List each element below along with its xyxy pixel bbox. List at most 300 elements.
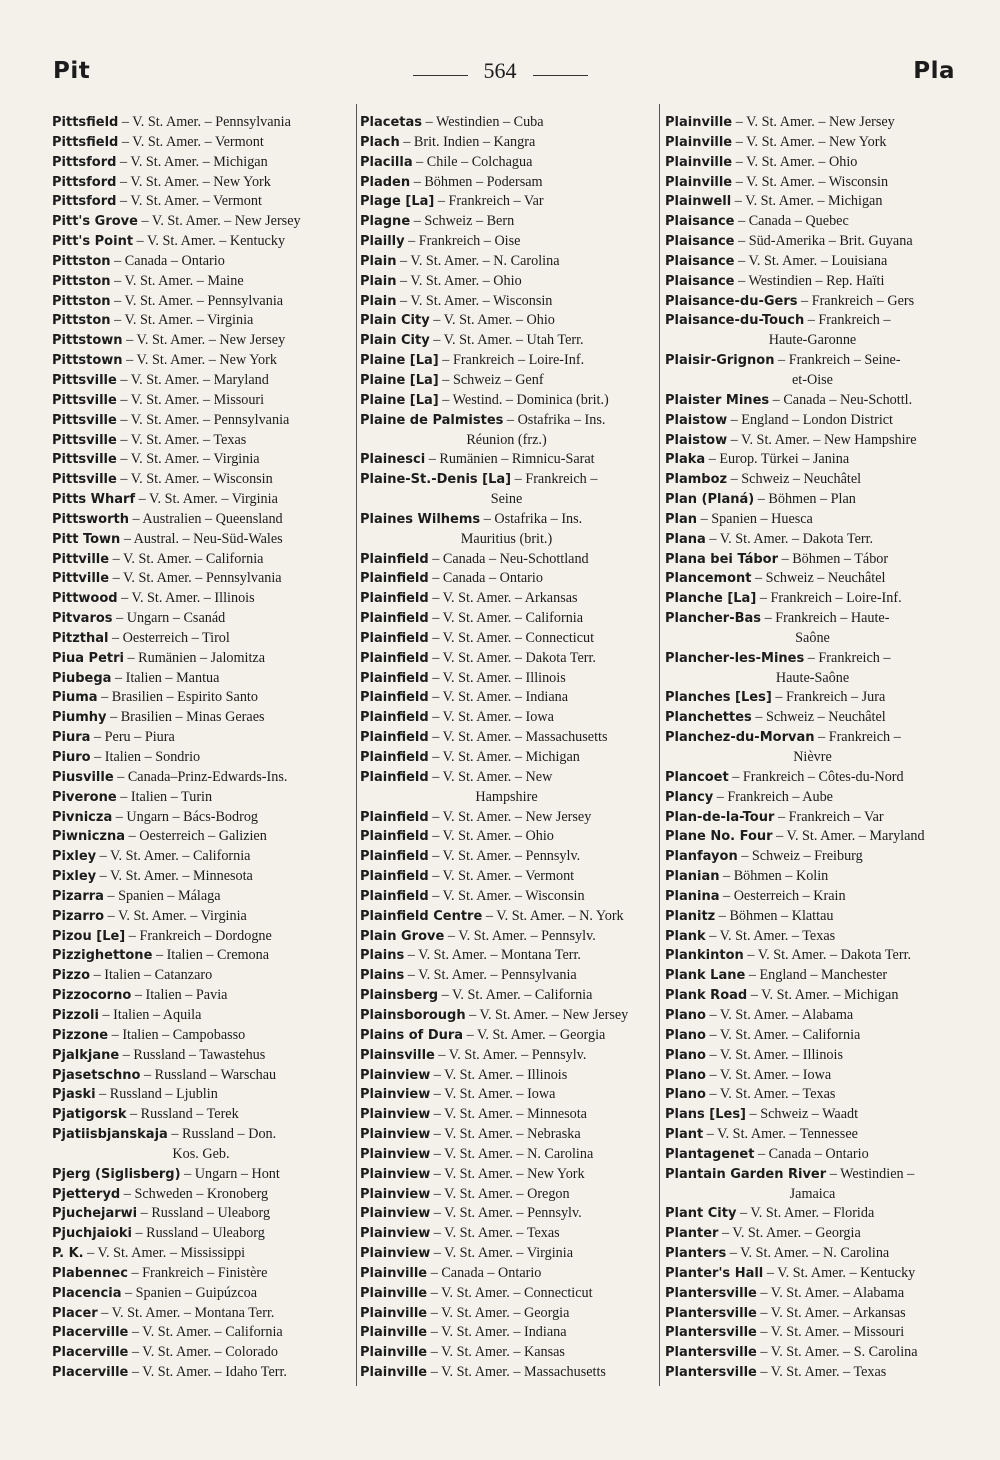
entry-location: – Böhmen – Kolin xyxy=(719,868,829,885)
gazetteer-entry xyxy=(665,927,960,947)
entry-headword: Pittsville xyxy=(52,432,117,448)
entry-headword: Plainview xyxy=(360,1206,431,1222)
entry-location: – V. St. Amer. – Missouri xyxy=(756,1324,905,1341)
entry-headword: Plainfield xyxy=(360,849,429,865)
gazetteer-entry xyxy=(52,1085,350,1105)
entry-headword: Plainview xyxy=(360,1087,431,1103)
entry-location: – Frankreich – Haute- xyxy=(761,610,890,627)
gazetteer-entry xyxy=(52,212,350,232)
entry-location: – V. St. Amer. – Ohio xyxy=(429,312,555,329)
entry-location: – V. St. Amer. – Alabama xyxy=(705,1006,854,1023)
gazetteer-entry xyxy=(360,1185,653,1205)
entry-headword: Pjatigorsk xyxy=(52,1107,127,1123)
entry-location: – V. St. Amer. – Vermont xyxy=(118,133,264,150)
entry-continuation: Jamaica xyxy=(789,1185,836,1202)
gazetteer-entry xyxy=(360,113,653,133)
entry-headword: Pjaski xyxy=(52,1087,96,1103)
entry-headword: Plank Lane xyxy=(665,968,746,984)
entry-location: – Schweiz – Genf xyxy=(438,371,544,388)
gazetteer-entry xyxy=(52,1026,350,1046)
entry-headword: Plano xyxy=(665,1007,706,1023)
entry-headword: Plano xyxy=(665,1087,706,1103)
gazetteer-entry xyxy=(360,1304,653,1324)
entry-headword: Plainesci xyxy=(360,452,426,468)
page-number: 564 xyxy=(483,58,517,83)
gazetteer-entry xyxy=(360,847,653,867)
gazetteer-entry xyxy=(665,609,960,649)
gazetteer-entry xyxy=(665,1006,960,1026)
gazetteer-entry xyxy=(360,1145,653,1165)
entry-headword: Plantersville xyxy=(665,1345,757,1361)
gazetteer-entry xyxy=(52,510,350,530)
entry-location: – V. St. Amer. – Arkansas xyxy=(756,1304,906,1321)
entry-location: – V. St. Amer. – Florida xyxy=(736,1205,875,1222)
gazetteer-entry xyxy=(52,490,350,510)
gazetteer-entry xyxy=(52,1323,350,1343)
gazetteer-entry xyxy=(52,867,350,887)
entry-headword: Pitvaros xyxy=(52,611,113,627)
entry-headword: Plantersville xyxy=(665,1365,757,1381)
entry-location: – V. St. Amer. – Illinois xyxy=(705,1046,843,1063)
gazetteer-entry xyxy=(360,411,653,451)
gazetteer-entry xyxy=(360,1363,653,1383)
entry-headword: Placerville xyxy=(52,1325,129,1341)
entry-headword: Plank xyxy=(665,928,706,944)
entry-headword: Plainview xyxy=(360,1186,431,1202)
gazetteer-entry xyxy=(52,589,350,609)
entry-headword: Pitt's Point xyxy=(52,234,134,250)
entry-headword: Plan-de-la-Tour xyxy=(665,809,775,825)
entry-location: – V. St. Amer. – Dakota Terr. xyxy=(705,530,874,547)
gazetteer-entry xyxy=(52,768,350,788)
gazetteer-entry xyxy=(360,510,653,550)
entry-headword: Pittstown xyxy=(52,353,123,369)
entry-headword: Plainfield xyxy=(360,869,429,885)
gazetteer-entry xyxy=(52,1006,350,1026)
entry-location: – Canada – Ontario xyxy=(427,1264,542,1281)
entry-location: – V. St. Amer. – Oregon xyxy=(430,1185,570,1202)
entry-headword: Plainview xyxy=(360,1246,431,1262)
entry-location: – V. St. Amer. – Michigan xyxy=(747,987,899,1004)
entry-location: – V. St. Amer. – Utah Terr. xyxy=(429,332,584,349)
entry-headword: Pizzocorno xyxy=(52,988,132,1004)
entry-location: – V. St. Amer. – Mississippi xyxy=(83,1245,246,1262)
entry-location: – V. St. Amer. – Minnesota xyxy=(96,868,253,885)
entry-headword: Pittsford xyxy=(52,154,117,170)
gazetteer-entry xyxy=(360,351,653,371)
entry-location: – V. St. Amer. – N. York xyxy=(482,907,624,924)
entry-headword: Plainville xyxy=(360,1265,428,1281)
entry-location: – V. St. Amer. – New Jersey xyxy=(428,808,592,825)
entry-location: – V. St. Amer. – Pennsylvania xyxy=(110,292,284,309)
entry-location: – V. St. Amer. – Maine xyxy=(110,272,244,289)
gazetteer-entry xyxy=(360,272,653,292)
entry-location: – Ostafrika – Ins. xyxy=(503,411,606,428)
entry-location: – V. St. Amer. – Massachusetts xyxy=(428,729,608,746)
entry-location: – Schweiz – Neuchâtel xyxy=(727,471,862,488)
entry-headword: Piverone xyxy=(52,789,117,805)
entry-headword: Plainville xyxy=(360,1345,428,1361)
entry-headword: Plaine-St.-Denis [La] xyxy=(360,472,512,488)
gazetteer-entry xyxy=(665,808,960,828)
entry-headword: Pladen xyxy=(360,174,411,190)
entry-headword: Plainfield xyxy=(360,888,429,904)
gazetteer-entry xyxy=(360,1204,653,1224)
gazetteer-entry xyxy=(665,728,960,768)
entry-headword: Plainview xyxy=(360,1127,431,1143)
entry-headword: Placer xyxy=(52,1305,98,1321)
entry-headword: Plancy xyxy=(665,789,714,805)
entry-headword: Plaine de Palmistes xyxy=(360,412,504,428)
gazetteer-entry xyxy=(52,550,350,570)
gazetteer-entry xyxy=(360,1323,653,1343)
entry-location: – Frankreich – Dordogne xyxy=(125,927,272,944)
gazetteer-entry xyxy=(52,1066,350,1086)
gazetteer-entry xyxy=(665,510,960,530)
gazetteer-entry xyxy=(52,292,350,312)
gazetteer-entry xyxy=(665,1026,960,1046)
entry-headword: Plainville xyxy=(360,1365,428,1381)
entry-location: – Italien – Pavia xyxy=(131,987,228,1004)
gazetteer-entry xyxy=(360,1264,653,1284)
entry-location: – V. St. Amer. – Minnesota xyxy=(430,1106,587,1123)
entry-headword: Pittstown xyxy=(52,333,123,349)
gazetteer-entry xyxy=(665,153,960,173)
entry-location: – V. St. Amer. – Nebraska xyxy=(430,1126,581,1143)
entry-headword: Plains xyxy=(360,968,405,984)
entry-location: – V. St. Amer. – California xyxy=(109,550,264,567)
entry-headword: Plaisance xyxy=(665,253,735,269)
entry-location: – V. St. Amer. – Connecticut xyxy=(427,1284,593,1301)
entry-location: – V. St. Amer. – Pennsylv. xyxy=(428,848,581,865)
entry-location: – Italien – Cremona xyxy=(152,947,270,964)
gazetteer-entry xyxy=(665,450,960,470)
entry-headword: Plains xyxy=(360,948,405,964)
entry-location: – V. St. Amer. – Montana Terr. xyxy=(97,1304,275,1321)
entry-location: – V. St. Amer. – Texas xyxy=(116,431,247,448)
entry-continuation: Haute-Saône xyxy=(775,669,850,686)
gazetteer-entry xyxy=(665,887,960,907)
entry-location: – V. St. Amer. – Maryland xyxy=(772,828,925,845)
gazetteer-entry xyxy=(360,867,653,887)
entry-headword: Pjalkjane xyxy=(52,1047,120,1063)
gazetteer-entry xyxy=(52,827,350,847)
entry-location: – Böhmen – Klattau xyxy=(715,907,834,924)
entry-headword: Pjuchejarwi xyxy=(52,1206,138,1222)
entry-location: – V. St. Amer. – California xyxy=(128,1324,283,1341)
entry-headword: Plank Road xyxy=(665,988,748,1004)
gazetteer-entry xyxy=(52,808,350,828)
entry-continuation: Haute-Garonne xyxy=(768,332,857,349)
gazetteer-entry xyxy=(665,1105,960,1125)
gazetteer-entry xyxy=(360,768,653,808)
gazetteer-entry xyxy=(360,986,653,1006)
entry-location: – V. St. Amer. – Pennsylv. xyxy=(430,1205,582,1222)
entry-location: – V. St. Amer. – Louisiana xyxy=(734,252,888,269)
entry-location: – V. St. Amer. – New York xyxy=(122,352,277,369)
entry-continuation: Mauritius (brit.) xyxy=(460,530,553,547)
entry-headword: Plan xyxy=(665,511,698,527)
entry-headword: Plainfield xyxy=(360,809,429,825)
gazetteer-entry xyxy=(52,688,350,708)
entry-headword: Pizzone xyxy=(52,1027,109,1043)
entry-location: – Frankreich – xyxy=(804,312,891,329)
entry-headword: Pittwood xyxy=(52,591,118,607)
entry-headword: Pizzo xyxy=(52,968,91,984)
gazetteer-entry xyxy=(665,1363,960,1383)
entry-location: – V. St. Amer. – Arkansas xyxy=(428,590,578,607)
entry-location: – V. St. Amer. – N. Carolina xyxy=(396,252,560,269)
entry-location: – Rumänien – Rimnicu-Sarat xyxy=(425,451,595,468)
gazetteer-entry xyxy=(665,1165,960,1205)
entry-headword: Plainfield xyxy=(360,750,429,765)
entry-headword: Pittsville xyxy=(52,412,117,428)
gazetteer-entry xyxy=(665,1264,960,1284)
gazetteer-entry xyxy=(52,113,350,133)
gazetteer-entry xyxy=(665,1244,960,1264)
entry-headword: Plainfield xyxy=(360,591,429,607)
entry-headword: Pittsville xyxy=(52,452,117,468)
entry-headword: Plainview xyxy=(360,1166,431,1182)
entry-location: – Italien – Mantua xyxy=(111,669,220,686)
gazetteer-entry xyxy=(665,490,960,510)
entry-location: – Spanien – Huesca xyxy=(697,510,813,527)
entry-headword: Pittston xyxy=(52,293,111,309)
entry-headword: Plainville xyxy=(665,115,733,130)
entry-location: – V. St. Amer. – Missouri xyxy=(116,391,265,408)
entry-headword: Pitzthal xyxy=(52,630,109,646)
entry-headword: Plano xyxy=(665,1047,706,1063)
entry-location: – Russland – Terek xyxy=(126,1106,239,1123)
entry-location: – Austral. – Neu-Süd-Wales xyxy=(120,530,283,547)
gazetteer-entry xyxy=(665,1066,960,1086)
entry-headword: Planfayon xyxy=(665,849,738,865)
entry-location: – V. St. Amer. – Alabama xyxy=(756,1284,905,1301)
entry-location: – V. St. Amer. – Iowa xyxy=(705,1066,832,1083)
entry-location: – Westindien – xyxy=(826,1165,915,1182)
column-divider xyxy=(356,104,357,1386)
entry-headword: Plainfield xyxy=(360,630,429,646)
entry-headword: Piuro xyxy=(52,750,91,765)
gazetteer-entry xyxy=(665,1145,960,1165)
entry-headword: Pittsford xyxy=(52,194,117,210)
entry-location: – Frankreich – xyxy=(804,649,891,666)
entry-location: – Russland – Uleaborg xyxy=(137,1205,271,1222)
gazetteer-entry xyxy=(52,1244,350,1264)
entry-headword: Pizou [Le] xyxy=(52,928,126,944)
gazetteer-entry xyxy=(360,669,653,689)
gazetteer-entry xyxy=(360,1105,653,1125)
entry-headword: Plan (Planá) xyxy=(665,492,755,508)
entry-location: – Canada – Ontario xyxy=(110,252,225,269)
gazetteer-entry xyxy=(52,530,350,550)
gazetteer-entry xyxy=(665,470,960,490)
entry-headword: Plancemont xyxy=(665,571,752,587)
entry-location: – V. St. Amer. – California xyxy=(438,987,593,1004)
entry-location: – Italien – Aquila xyxy=(98,1006,202,1023)
entry-location: – V. St. Amer. – Connecticut xyxy=(428,629,595,646)
entry-headword: Plainsberg xyxy=(360,988,439,1004)
gazetteer-entry xyxy=(52,331,350,351)
entry-location: – V. St. Amer. – Idaho Terr. xyxy=(128,1364,287,1381)
entry-headword: Planian xyxy=(665,869,720,885)
gazetteer-entry xyxy=(665,946,960,966)
entry-column-2 xyxy=(360,113,653,1383)
entry-headword: Plana bei Tábor xyxy=(665,551,779,567)
entry-location: – Westindien – Rep. Haïti xyxy=(734,272,885,289)
gazetteer-entry xyxy=(360,192,653,212)
gazetteer-entry xyxy=(52,173,350,193)
gazetteer-entry xyxy=(52,1343,350,1363)
entry-headword: Placilla xyxy=(360,154,413,170)
entry-headword: Planters xyxy=(665,1246,727,1262)
entry-location: – Westindien – Cuba xyxy=(422,114,544,130)
entry-headword: Plaine [La] xyxy=(360,372,439,388)
entry-continuation: Seine xyxy=(490,491,523,508)
entry-location: – Frankreich – Jura xyxy=(771,689,886,706)
entry-location: – V. St. Amer. – New York xyxy=(116,173,271,190)
entry-location: – Russland – Don. xyxy=(167,1126,277,1143)
entry-headword: Plainville xyxy=(665,134,733,150)
gazetteer-entry xyxy=(665,1343,960,1363)
gazetteer-entry xyxy=(665,589,960,609)
entry-location: – Brasilien – Minas Geraes xyxy=(106,709,265,726)
gazetteer-entry xyxy=(665,173,960,193)
gazetteer-entry xyxy=(360,1224,653,1244)
entry-headword: Pittsfield xyxy=(52,115,119,130)
entry-location: – V. St. Amer. – Texas xyxy=(430,1225,560,1242)
entry-headword: Plains of Dura xyxy=(360,1027,464,1043)
gazetteer-entry xyxy=(665,768,960,788)
entry-location: – Italien – Catanzaro xyxy=(90,967,213,984)
entry-headword: Plana xyxy=(665,531,706,547)
entry-location: – Ungarn – Hont xyxy=(180,1165,280,1182)
gazetteer-entry xyxy=(360,946,653,966)
entry-headword: Pittville xyxy=(52,571,110,587)
entry-location: – V. St. Amer. – N. Carolina xyxy=(430,1145,594,1162)
entry-headword: Pixley xyxy=(52,869,97,885)
entry-headword: Plain Grove xyxy=(360,928,445,944)
gazetteer-entry xyxy=(665,827,960,847)
entry-location: – V. St. Amer. – Pennsylvania xyxy=(109,570,282,587)
gazetteer-entry xyxy=(360,649,653,669)
entry-headword: Pittston xyxy=(52,253,111,269)
entry-headword: Planchez-du-Morvan xyxy=(665,730,815,746)
gazetteer-entry xyxy=(360,311,653,331)
entry-location: – V. St. Amer. – California xyxy=(428,610,584,627)
entry-location: – Frankreich – Côtes-du-Nord xyxy=(728,768,904,785)
entry-continuation: Kos. Geb. xyxy=(172,1145,230,1162)
gazetteer-entry xyxy=(665,212,960,232)
entry-location: – England – London District xyxy=(727,411,894,428)
entry-location: – Chile – Colchagua xyxy=(412,153,533,170)
entry-location: – V. St. Amer. – Kansas xyxy=(427,1344,565,1361)
entry-continuation: et-Oise xyxy=(792,371,833,388)
entry-headword: Piuma xyxy=(52,690,98,706)
entry-headword: Pizarro xyxy=(52,908,105,924)
entry-location: – V. St. Amer. – New York xyxy=(430,1165,585,1182)
gazetteer-entry xyxy=(665,847,960,867)
entry-location: – Frankreich – xyxy=(814,729,901,746)
gazetteer-entry xyxy=(360,331,653,351)
entry-headword: Plainfield xyxy=(360,829,429,845)
gazetteer-entry xyxy=(360,371,653,391)
entry-headword: Plainsville xyxy=(360,1047,435,1063)
entry-headword: Plabennec xyxy=(52,1265,128,1281)
gazetteer-entry xyxy=(52,708,350,728)
entry-location: – Oesterreich – Krain xyxy=(719,887,846,904)
gazetteer-entry xyxy=(665,1304,960,1324)
gazetteer-entry xyxy=(52,609,350,629)
entry-location: – Frankreich – Oise xyxy=(404,233,521,250)
entry-location: – Russland – Uleaborg xyxy=(131,1225,265,1242)
gazetteer-entry xyxy=(360,252,653,272)
gazetteer-entry xyxy=(52,669,350,689)
entry-headword: Plaisance-du-Touch xyxy=(665,313,805,329)
gazetteer-entry xyxy=(665,292,960,312)
gazetteer-entry xyxy=(665,907,960,927)
entry-headword: Plaistow xyxy=(665,412,728,428)
entry-location: – V. St. Amer. – Ohio xyxy=(428,828,554,845)
entry-location: – Schweiz – Neuchâtel xyxy=(751,709,886,726)
gazetteer-entry xyxy=(52,1304,350,1324)
entry-headword: Pitts Wharf xyxy=(52,492,136,508)
entry-headword: Placerville xyxy=(52,1365,129,1381)
gazetteer-entry xyxy=(360,609,653,629)
gazetteer-entry xyxy=(52,887,350,907)
entry-location: – Schweiz – Neuchâtel xyxy=(751,570,886,587)
gazetteer-entry xyxy=(360,827,653,847)
gazetteer-entry xyxy=(665,867,960,887)
gazetteer-entry xyxy=(52,272,350,292)
entry-location: – Frankreich – Seine- xyxy=(774,352,901,369)
gazetteer-entry xyxy=(52,927,350,947)
entry-location: – V. St. Amer. – Michigan xyxy=(731,193,883,210)
entry-location: – Italien – Sondrio xyxy=(90,749,201,765)
gazetteer-entry xyxy=(52,1105,350,1125)
gazetteer-entry xyxy=(52,1185,350,1205)
entry-location: – Frankreich – Loire-Inf. xyxy=(438,352,585,369)
gazetteer-entry xyxy=(52,986,350,1006)
entry-location: – V. St. Amer. – Virginia xyxy=(116,451,260,468)
gazetteer-entry xyxy=(360,1066,653,1086)
gazetteer-entry xyxy=(52,470,350,490)
gazetteer-entry xyxy=(665,788,960,808)
entry-headword: Planchettes xyxy=(665,710,752,726)
entry-headword: Piumhy xyxy=(52,710,107,726)
gazetteer-entry xyxy=(665,708,960,728)
entry-location: – V. St. Amer. – Pennsylvania xyxy=(116,411,290,428)
entry-headword: Pizzighettone xyxy=(52,948,153,964)
entry-location: – V. St. Amer. – Texas xyxy=(705,1086,836,1103)
entry-location: – V. St. Amer. – New York xyxy=(732,133,887,150)
entry-headword: Planter xyxy=(665,1226,719,1242)
entry-headword: Plaisance xyxy=(665,214,735,230)
gazetteer-entry xyxy=(360,927,653,947)
entry-headword: Plaisance xyxy=(665,273,735,289)
entry-location: – Europ. Türkei – Janina xyxy=(705,451,850,468)
gazetteer-entry xyxy=(360,728,653,748)
entry-headword: Plantersville xyxy=(665,1285,757,1301)
gazetteer-entry xyxy=(665,569,960,589)
entry-location: – Böhmen – Tábor xyxy=(778,550,889,567)
entry-location: – Oesterreich – Galizien xyxy=(125,828,267,845)
entry-location: – Frankreich – Aube xyxy=(713,788,833,805)
gazetteer-entry xyxy=(52,966,350,986)
entry-location: – V. St. Amer. – Wisconsin xyxy=(396,292,553,309)
entry-location: – V. St. Amer. – New Hampshire xyxy=(727,431,917,448)
entry-location: – V. St. Amer. – Illinois xyxy=(430,1066,568,1083)
